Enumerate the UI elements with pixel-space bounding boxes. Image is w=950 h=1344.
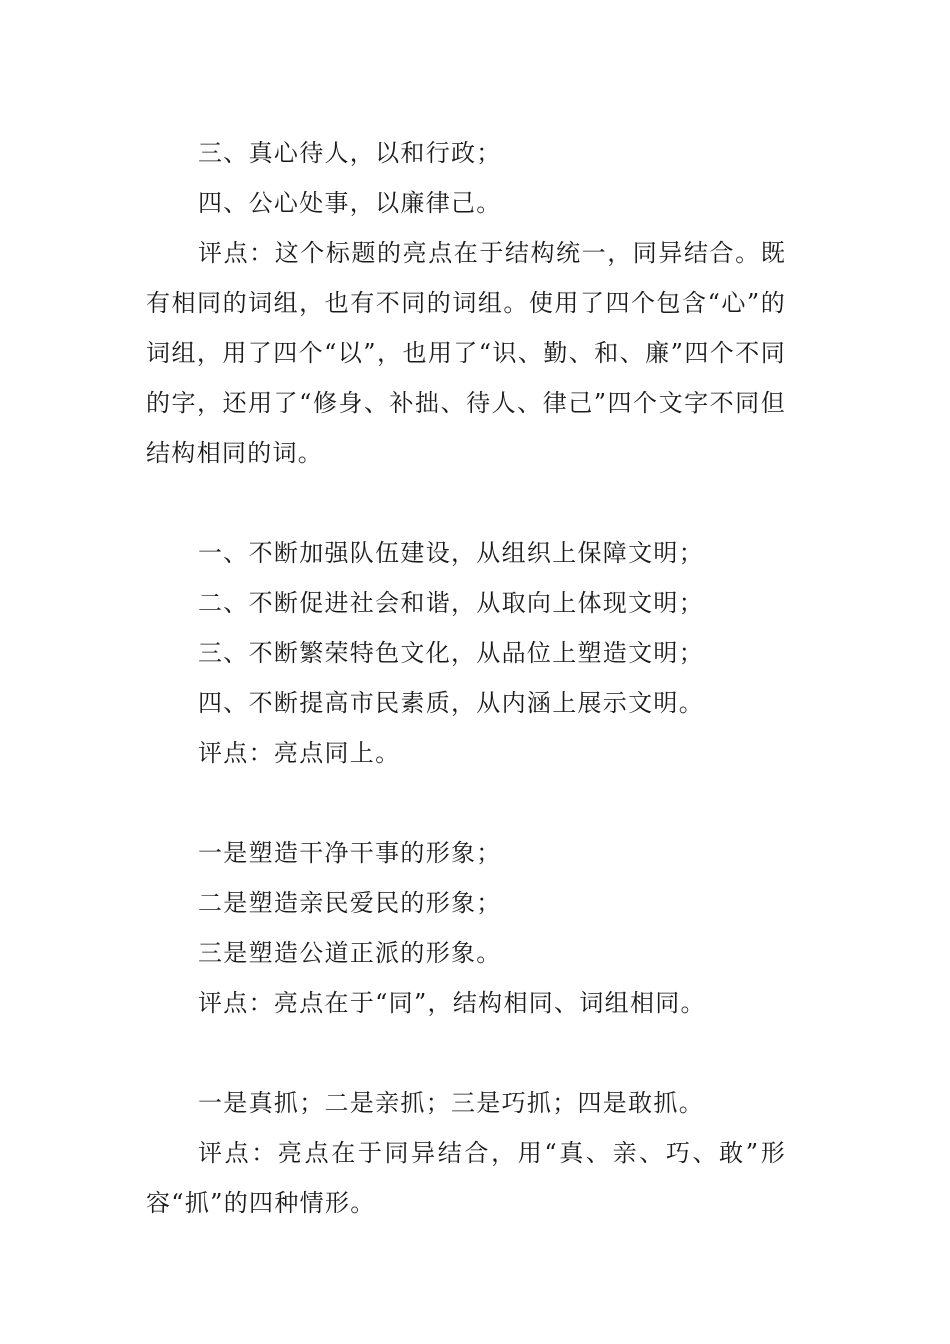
section-gap <box>146 1028 786 1078</box>
section3-item3: 三是塑造公道正派的形象。 <box>198 939 502 967</box>
section2-comment: 评点：亮点同上。 <box>198 739 401 767</box>
section3-comment: 评点：亮点在于“同”，结构相同、词组相同。 <box>198 989 706 1017</box>
section-gap <box>146 778 786 828</box>
section4-item1: 一是真抓；二是亲抓；三是巧抓；四是敢抓。 <box>198 1089 704 1117</box>
section2-item1: 一、不断加强队伍建设，从组织上保障文明； <box>198 539 704 567</box>
section-gap <box>146 478 786 528</box>
section2-item3: 三、不断繁荣特色文化，从品位上塑造文明； <box>198 639 704 667</box>
section3-item1: 一是塑造干净干事的形象； <box>198 839 502 867</box>
document-body <box>146 128 786 1228</box>
section2-item4: 四、不断提高市民素质，从内涵上展示文明。 <box>198 689 704 717</box>
section1-comment: 评点：这个标题的亮点在于结构统一，同异结合。既有相同的词组，也有不同的词组。使用了四个包含“心”的词组，用了四个“以”，也用了“识、勤、和、廉”四个不同的字，还用了“修身、补拙、待人、律己”四个文字不同但结构相同的词。 <box>146 239 786 467</box>
section1-item3: 三、真心待人，以和行政； <box>198 139 502 167</box>
section3-item2: 二是塑造亲民爱民的形象； <box>198 889 502 917</box>
section1-item4: 四、公心处事，以廉律己。 <box>198 189 502 217</box>
section4-comment: 评点：亮点在于同异结合，用“真、亲、巧、敢”形容“抓”的四种情形。 <box>146 1139 786 1217</box>
section2-item2: 二、不断促进社会和谐，从取向上体现文明； <box>198 589 704 617</box>
